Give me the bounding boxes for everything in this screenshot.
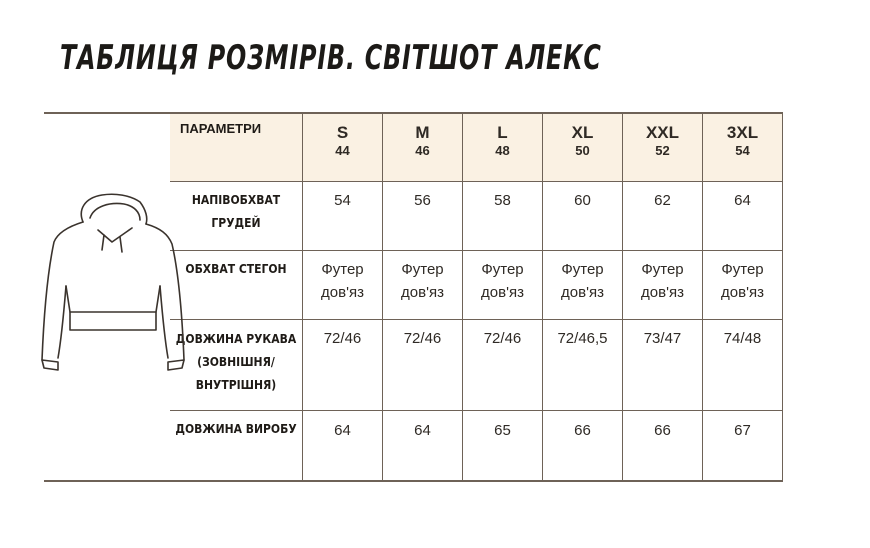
table-cell: 67 xyxy=(734,422,751,439)
table-cell: Футер дов'яз xyxy=(641,261,684,301)
table-bottom-border xyxy=(44,480,783,482)
table-cell: Футер дов'яз xyxy=(321,261,364,301)
table-cell: 64 xyxy=(414,422,431,439)
size-name: L xyxy=(497,123,508,142)
table-cell: 72/46 xyxy=(403,330,442,347)
table-cell: Футер дов'яз xyxy=(401,261,444,301)
table-cell: 62 xyxy=(654,192,671,209)
table-cell: 60 xyxy=(574,192,591,209)
size-name: M xyxy=(415,123,430,142)
params-header-label: ПАРАМЕТРИ xyxy=(180,121,262,136)
row-label-hips xyxy=(172,258,300,281)
size-number: 48 xyxy=(495,143,510,158)
size-name: XL xyxy=(571,123,594,142)
size-number: 52 xyxy=(655,143,670,158)
row-divider xyxy=(170,410,783,411)
size-number: 44 xyxy=(335,143,350,158)
table-cell: 72/46 xyxy=(323,330,362,347)
size-number: 50 xyxy=(575,143,590,158)
size-number: 46 xyxy=(415,143,430,158)
size-name: 3XL xyxy=(726,123,759,142)
table-cell: 66 xyxy=(654,422,671,439)
table-cell: Футер дов'яз xyxy=(561,261,604,301)
table-cell: Футер дов'яз xyxy=(721,261,764,301)
table-cell: 56 xyxy=(414,192,431,209)
size-header-s xyxy=(303,123,382,159)
row-divider xyxy=(170,181,783,182)
table-cell: 72/46,5 xyxy=(557,330,608,347)
row-label-line: ОБХВАТ СТЕГОН xyxy=(185,262,287,276)
table-cell: 72/46 xyxy=(483,330,522,347)
row-label-chest xyxy=(172,189,300,235)
row-label-line: (ЗОВНІШНЯ/ xyxy=(197,355,275,369)
table-cell: 65 xyxy=(494,422,511,439)
size-header-3xl xyxy=(703,123,782,159)
table-right-border xyxy=(782,114,783,480)
row-label-line: ГРУДЕЙ xyxy=(211,216,261,230)
table-cell: Футер дов'яз xyxy=(481,261,524,301)
hoodie-outline-icon xyxy=(40,190,190,385)
table-cell: 74/48 xyxy=(723,330,762,347)
table-top-border xyxy=(44,112,783,114)
size-header-xl xyxy=(543,123,622,159)
size-header-xxl xyxy=(623,123,702,159)
row-label-length xyxy=(172,418,300,441)
table-cell: 73/47 xyxy=(643,330,682,347)
table-cell: 54 xyxy=(334,192,351,209)
table-cell: 58 xyxy=(494,192,511,209)
table-cell: 64 xyxy=(334,422,351,439)
row-label-line: НАПІВОБХВАТ xyxy=(191,193,281,207)
row-divider xyxy=(170,250,783,251)
size-name: S xyxy=(336,123,349,142)
table-cell: 66 xyxy=(574,422,591,439)
table-cell: 64 xyxy=(734,192,751,209)
page-title: ТАБЛИЦЯ РОЗМІРІВ. СВІТШОТ АЛЕКС xyxy=(60,38,602,78)
row-label-sleeve xyxy=(172,328,300,397)
row-divider xyxy=(170,319,783,320)
size-header-l xyxy=(463,123,542,159)
size-number: 54 xyxy=(735,143,750,158)
size-name: XXL xyxy=(645,123,680,142)
row-label-line: ДОВЖИНА РУКАВА xyxy=(175,332,297,346)
size-header-m xyxy=(383,123,462,159)
row-label-line: ВНУТРІШНЯ) xyxy=(195,378,277,392)
row-label-line: ДОВЖИНА ВИРОБУ xyxy=(175,422,297,436)
